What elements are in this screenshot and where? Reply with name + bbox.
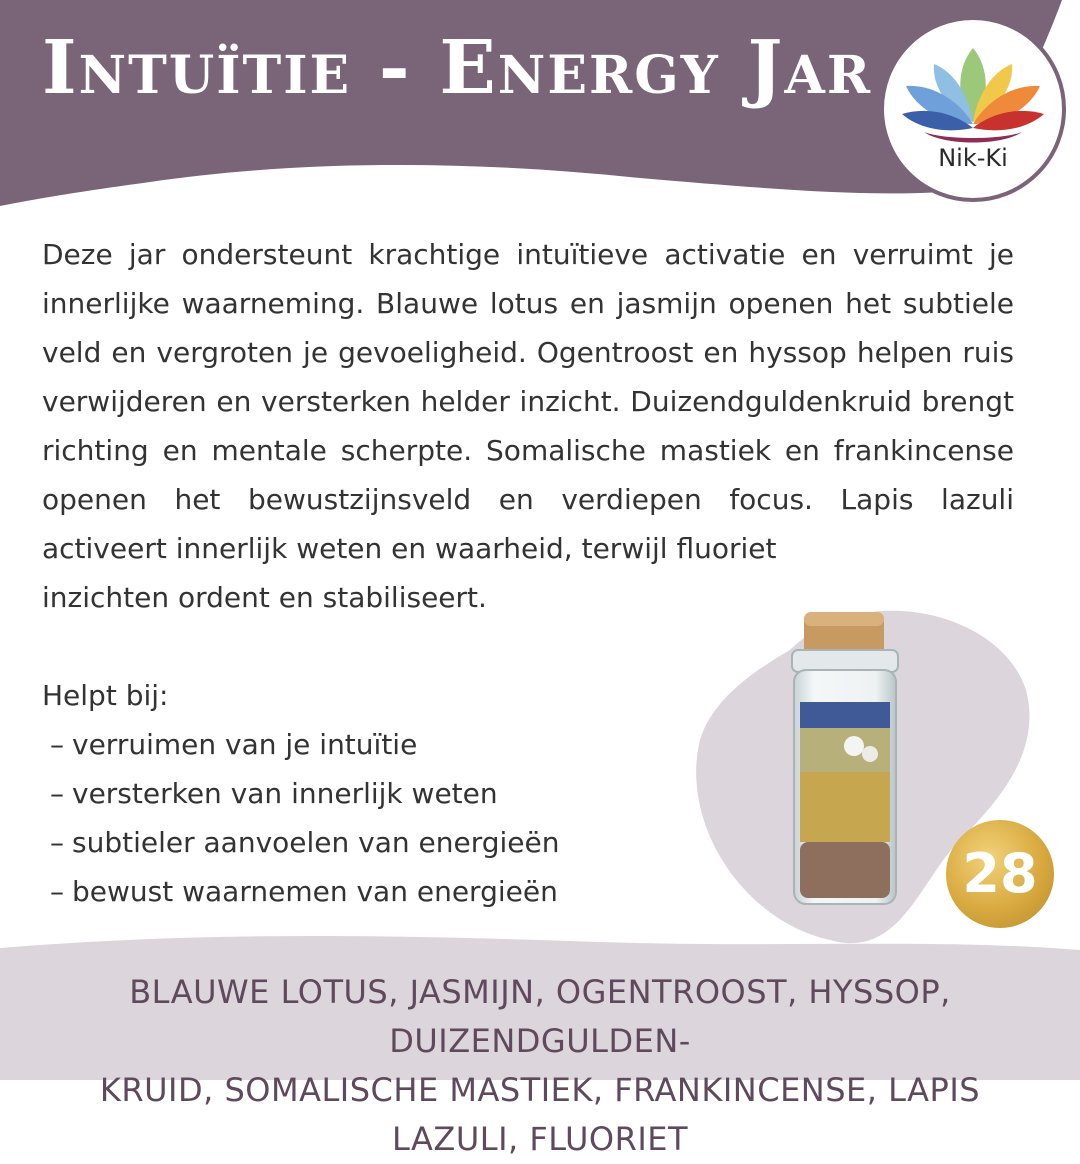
description-paragraph: Deze jar ondersteunt krachtige intuïtieve activatie en verruimt je innerlijke waarneming. Blauwe lotus en jasmijn openen het subtiele veld en vergroten je gevoeligheid. Ogentroost en hyssop helpen ruis verwijderen en versterken helder inzicht. Duizendguldenkruid brengt richting en mentale scherpte. Somalische mastiek en frankincense openen het bewustzijnsveld en verdiepen focus. Lapis lazuli activeert innerlijk weten en waarheid, terwijl fluoriet xyxy=(42,238,1014,565)
page-title: Intuïtie - Energy Jar xyxy=(42,25,873,111)
helps-label: Helpt bij: xyxy=(42,679,169,712)
description-ending: inzichten ordent en stabiliseert. xyxy=(42,581,487,614)
list-item-text: verruimen van je intuïtie xyxy=(72,728,418,761)
ingredients-line-2: KRUID, SOMALISCHE MASTIEK, FRANKINCENSE, LAPIS LAZULI, FLUORIET xyxy=(99,1071,981,1158)
brand-logo xyxy=(880,16,1066,202)
ingredients-line-1: BLAUWE LOTUS, JASMIJN, OGENTROOST, HYSSOP, DUIZENDGULDEN- xyxy=(129,973,951,1060)
list-item: – subtieler aanvoelen van energieën xyxy=(50,826,560,859)
ingredients-list xyxy=(40,968,1040,1164)
list-item-text: versterken van innerlijk weten xyxy=(72,777,498,810)
list-item-text: bewust waarnemen van energieën xyxy=(72,875,558,908)
list-item: – versterken van innerlijk weten xyxy=(50,777,498,810)
energy-jar-image xyxy=(780,612,910,912)
jar-number-badge: 28 xyxy=(946,820,1054,928)
list-item: – verruimen van je intuïtie xyxy=(50,728,418,761)
brand-name: Nik-Ki xyxy=(938,144,1008,172)
list-item: – bewust waarnemen van energieën xyxy=(50,875,558,908)
list-item-text: subtieler aanvoelen van energieën xyxy=(72,826,560,859)
